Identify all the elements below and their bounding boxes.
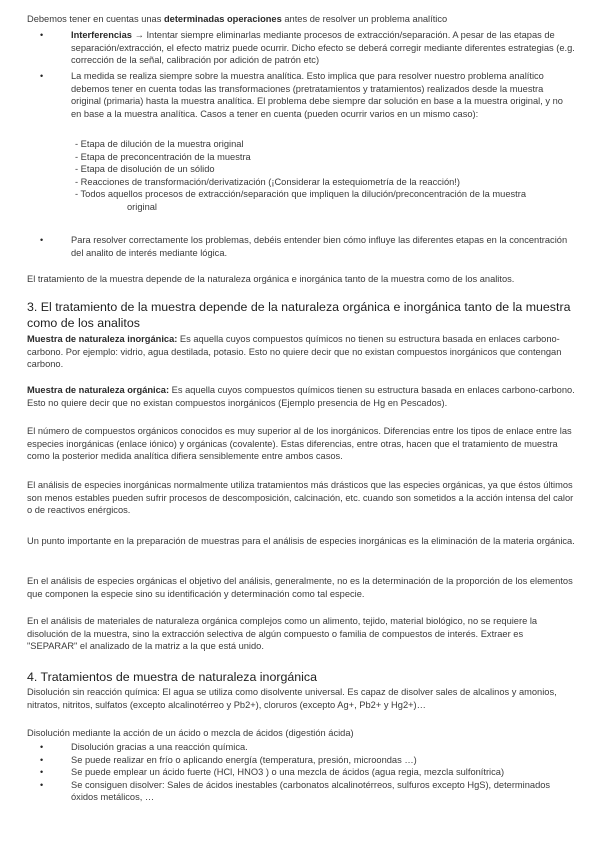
list-item-text: Para resolver correctamente los problemas, debéis entender bien cómo influye las diferentes etapas en la concentración del analito de interés mediante lógica.	[71, 235, 568, 258]
list-item-text: Intentar siempre eliminarlas mediante procesos de extracción/separación. A pesar de las etapas de separación/extracción, el efecto matriz puede ocurrir. Dicho efecto se deberá corregir mediante diferentes estrategias (e.g. corrección de la señal, calibración por adición de patrón etc)	[71, 30, 575, 66]
bullet-list-3	[27, 234, 575, 259]
bullet-icon: •	[40, 30, 44, 40]
paragraph-digestion-acida: Disolución mediante la acción de un ácido o mezcla de ácidos (digestión ácida)	[27, 728, 354, 738]
list-item	[27, 741, 575, 754]
organica-text: Es aquella cuyos compuestos químicos tienen su estructura basada en enlaces carbono-carbono. Esto no quiere decir que no existan compuestos inorgánicos (Ejemplo presencia de Hg en Pescados).	[27, 385, 575, 408]
inorganica-label: Muestra de naturaleza inorgánica:	[27, 334, 178, 344]
arrow-icon: →	[134, 30, 144, 40]
bullet-icon: •	[40, 235, 44, 245]
bullet-icon: •	[40, 779, 44, 790]
list-item-text: Se puede realizar en frío o aplicando energía (temperatura, presión, microondas …)	[71, 754, 417, 765]
bullet-list-4	[27, 741, 575, 804]
section-4-heading: 4. Tratamientos de muestra de naturaleza inorgánica	[27, 670, 317, 684]
case-item: - Todos aquellos procesos de extracción/separación que impliquen la dilución/preconcentración de la muestra	[75, 189, 526, 200]
case-item: - Etapa de disolución de un sólido	[75, 164, 215, 175]
bullet-list-2	[27, 70, 575, 120]
inorganica-text: Es aquella cuyos compuestos químicos no tienen su estructura basada en enlaces carbono-carbono. Por ejemplo: vidrio, agua destilada, potasio. Esto no quiere decir que no existan compuestos inorgánicos que contengan carbono.	[27, 334, 562, 370]
paragraph-punto-importante: Un punto importante en la preparación de muestras para el análisis de especies inorgánicas es la eliminación de la materia orgánica.	[27, 536, 575, 546]
list-item	[27, 70, 575, 120]
case-item: - Reacciones de transformación/derivatización (¡Considerar la estequiometría de la reacción!)	[75, 176, 460, 187]
paragraph-materiales-organicos: En el análisis de materiales de naturaleza orgánica complejos como un alimento, tejido, material biológico, no se requiere la disolución de la muestra, sino la extracción selectiva de algún compuesto o familia de compuestos de interés. Extraer es "SEPARAR" el analizado de la matriz a la que está unido.	[27, 616, 538, 652]
paragraph-inorganica	[27, 333, 575, 371]
list-item	[27, 779, 575, 804]
list-item	[27, 754, 575, 767]
bullet-list-1	[27, 29, 575, 67]
case-item: - Etapa de dilución de la muestra original	[75, 139, 244, 149]
bullet-icon: •	[40, 742, 44, 752]
intro-text: Debemos tener en cuentas unas	[27, 14, 164, 24]
section-3-heading: 3. El tratamiento de la muestra depende de la naturaleza orgánica e inorgánica tanto de la muestra como de los analitos	[27, 300, 571, 330]
list-item	[27, 766, 575, 779]
paragraph-compuestos: El número de compuestos orgánicos conocidos es muy superior al de los inorgánicos. Diferencias entre los tipos de enlace entre las especies inorgánicas (enlace iónico) y orgánicas (covalente). Estas diferencias, entre otras, hacen que el tratamiento de muestra como la posterior medida analítica difiera sensiblemente entre ambos casos.	[27, 426, 572, 462]
bullet-icon: •	[40, 71, 44, 81]
list-item-text: Disolución gracias a una reacción química.	[71, 742, 248, 752]
intro-text-end: antes de resolver un problema analítico	[281, 14, 448, 24]
list-item-text: La medida se realiza siempre sobre la muestra analítica. Esto implica que para resolver nuestro problema analítico debemos tener en cuenta todas las transformaciones (pretratamientos y tratamientos) realizados desde la muestra original (primaria) hasta la muestra analítica. El problema debe siempre dar solución en base a la muestra original, y no en base a la muestra analítica. Casos a tener en cuenta (pueden ocurrir varios en un mismo caso):	[71, 71, 563, 119]
paragraph-disolucion-sin-reaccion: Disolución sin reacción química: El agua se utiliza como disolvente universal. Es capaz de disolver sales de alcalinos y amonios, nitratos, nitritos, sulfatos (excepto alcalinotérreo y Pb2+), cloruros (excepto Ag+, Pb2+ y Hg2+)…	[27, 687, 557, 710]
bullet-icon: •	[40, 767, 44, 778]
list-item-text: Se consiguen disolver: Sales de ácidos inestables (carbonatos alcalinotérreos, sulfuros excepto HgS), determinados óxidos metálicos, …	[71, 779, 551, 803]
cases-list	[27, 138, 601, 214]
list-item	[27, 29, 575, 67]
bullet-icon: •	[40, 754, 44, 765]
paragraph-tratamiento: El tratamiento de la muestra depende de la naturaleza orgánica e inorgánica tanto de la muestra como de los analitos.	[27, 274, 515, 284]
intro-paragraph	[27, 13, 575, 26]
paragraph-especies-inorganicas: El análisis de especies inorgánicas normalmente utiliza tratamientos más drásticos que las especies orgánicas, ya que éstos últimos son menos estables pueden sufrir procesos de descomposición, calcinación, etc. cuando son sometidos a la acción intensa del calor o de reactivos enérgicos.	[27, 480, 574, 516]
case-item-continuation: original	[127, 201, 157, 212]
case-item: - Etapa de preconcentración de la muestra	[75, 151, 251, 162]
list-item-label: Interferencias	[71, 30, 132, 40]
paragraph-organica	[27, 384, 575, 409]
intro-bold: determinadas operaciones	[163, 14, 282, 24]
paragraph-especies-organicas: En el análisis de especies orgánicas el objetivo del análisis, generalmente, no es la determinación de la proporción de los elementos que componen la especie sino su identificación y determinación como tal especie.	[27, 576, 573, 599]
organica-label: Muestra de naturaleza orgánica:	[27, 385, 170, 395]
list-item-text: Se puede emplear un ácido fuerte (HCl, HNO3 ) o una mezcla de ácidos (agua regia, mezcla sulfonítrica)	[71, 767, 505, 778]
list-item	[27, 234, 575, 259]
